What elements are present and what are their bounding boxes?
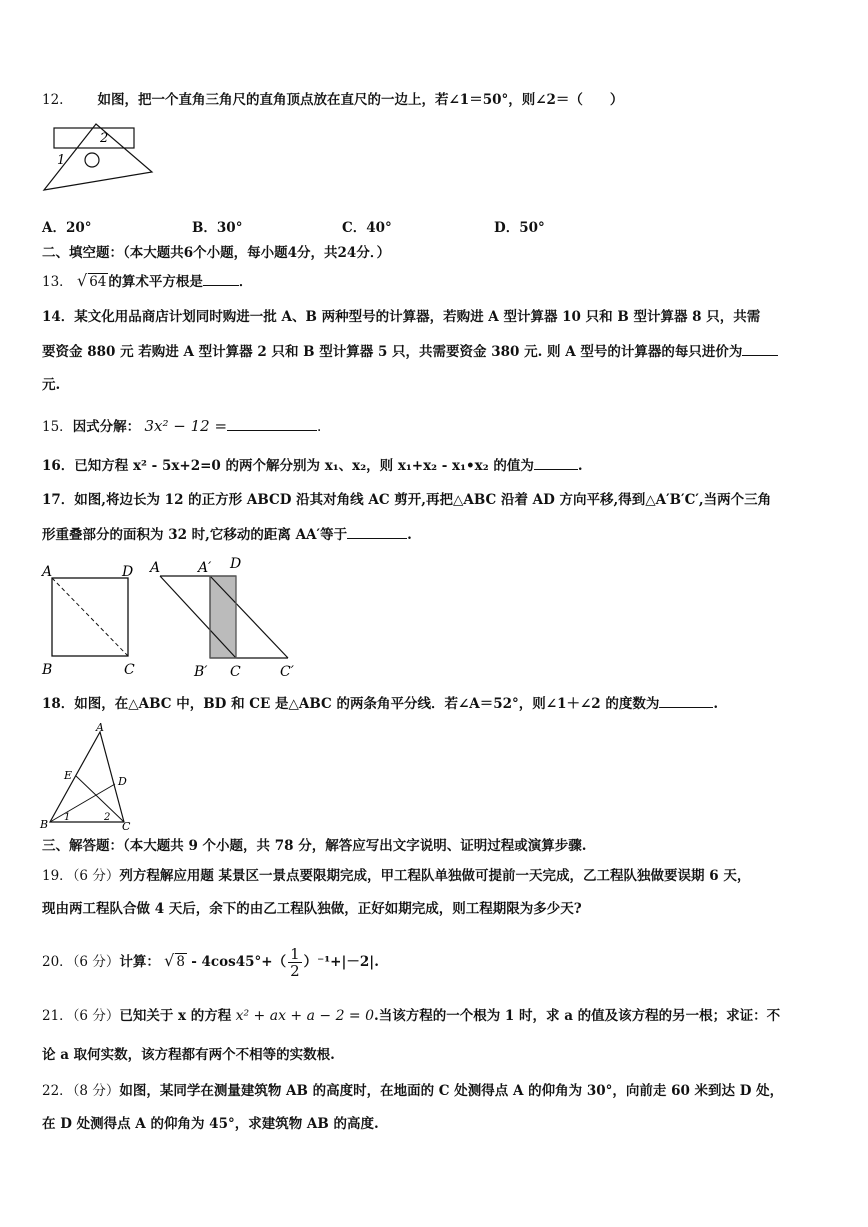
q12-stem: [42, 90, 623, 110]
q13-radicand: 64: [89, 274, 107, 290]
q18-label-c: C: [122, 820, 131, 833]
q14-line2: [42, 341, 778, 362]
q20-number: 20．: [42, 954, 73, 970]
q20-frac-denominator: 2: [290, 962, 300, 980]
q18-label-b: B: [40, 818, 49, 831]
q18-end: .: [713, 696, 719, 712]
q13-stem: [42, 271, 252, 292]
q19-number: 19．: [42, 868, 73, 884]
q20-fraction: [288, 946, 302, 979]
sqrt-symbol: √: [76, 271, 88, 290]
q13-answer-blank[interactable]: [203, 271, 239, 286]
q17-figure-translated: [148, 556, 308, 681]
q21-line2: 论 a 取何实数，该方程都有两个不相等的实数根.: [42, 1047, 335, 1063]
q17-fig2-label-aprime: A′: [198, 560, 212, 576]
q17-fig2-label-d: D: [230, 556, 242, 572]
q22-score: （8 分）: [72, 1083, 120, 1099]
q17-fig1-label-c: C: [124, 662, 135, 678]
q20-tail: ）⁻¹+|－2|.: [303, 954, 379, 970]
q18-answer-blank[interactable]: [659, 693, 713, 708]
q19-line1: [42, 866, 750, 886]
q17-fig2-label-a: A: [150, 560, 161, 576]
q20-mid: - 4cos45°+（: [191, 954, 287, 970]
q16-text: 16．已知方程 x² - 5x+2=0 的两个解分别为 x₁、x₂，则 x₁+x₂ - x₁•x₂ 的值为: [42, 458, 534, 474]
section2-heading: 二、填空题：（本大题共6个小题，每小题4分，共24分．）: [42, 245, 391, 261]
q20-stem: [42, 946, 379, 979]
q12-number: 12.: [42, 92, 64, 108]
q20-score: （6 分）: [72, 954, 120, 970]
q14-line2-text: 要资金 880 元 若购进 A 型计算器 2 只和 B 型计算器 5 只，共需要资金 380 元. 则 A 型号的计算器的每只进价为: [42, 344, 743, 360]
q12-angle1-label: 1: [57, 153, 66, 168]
q21-pre: 已知关于 x 的方程: [119, 1008, 232, 1024]
q16-answer-blank[interactable]: [534, 455, 578, 470]
q12-text: 如图，把一个直角三角尺的直角顶点放在直尺的一边上，若∠1＝50°，则∠2＝（ ）: [97, 92, 624, 108]
q20-radicand: 8: [176, 954, 185, 970]
q22-line2: 在 D 处测得点 A 的仰角为 45°，求建筑物 AB 的高度.: [42, 1116, 379, 1132]
q17-line2-text: 形重叠部分的面积为 32 时,它移动的距离 AA′等于: [42, 527, 348, 543]
q21-line1: [42, 1006, 780, 1026]
q18-label-e: E: [64, 769, 73, 782]
q16-end: .: [577, 458, 583, 474]
q18-stem: [42, 693, 718, 714]
q15-end: .: [317, 419, 322, 435]
q21-score: （6 分）: [72, 1008, 120, 1024]
q13-number: 13．: [42, 274, 73, 290]
q18-figure-triangle: [38, 722, 138, 832]
q17-fig1-label-b: B: [42, 662, 53, 678]
section3-heading: 三、解答题：（本大题共 9 个小题，共 78 分，解答应写出文字说明、证明过程或演算步骤.: [42, 838, 587, 854]
q15-stem: [42, 416, 321, 437]
q17-fig2-label-bprime: B′: [194, 664, 208, 680]
q21-number: 21．: [42, 1008, 73, 1024]
q12-option-b[interactable]: B．30°: [192, 220, 243, 236]
q17-fig2-label-cprime: C′: [280, 664, 294, 680]
q14-line3: 元.: [42, 377, 61, 393]
q17-fig1-label-a: A: [42, 564, 53, 580]
sqrt-symbol: √: [164, 951, 175, 970]
q12-option-d[interactable]: D．50°: [494, 220, 545, 236]
q17-fig2-label-c: C: [230, 664, 241, 680]
q17-fig1-label-d: D: [122, 564, 134, 580]
q18-label-a: A: [96, 721, 104, 734]
q19-line1-text: 列方程解应用题 某景区一景点要限期完成，甲工程队单独做可提前一天完成，乙工程队独做要误期 6 天，: [119, 868, 751, 884]
q20-frac-numerator: 1: [290, 945, 300, 963]
q21-post: .当该方程的一个根为 1 时，求 a 的值及该方程的另一根；求证：不: [374, 1008, 781, 1024]
q18-angle1-label: 1: [64, 812, 71, 823]
q12-figure: [40, 122, 160, 192]
q19-line2: 现由两工程队合做 4 天后，余下的由乙工程队独做，正好如期完成，则工程期限为多少天?: [42, 901, 582, 917]
q22-line1: [42, 1081, 783, 1101]
q14-answer-blank[interactable]: [742, 341, 778, 356]
q15-text: 因式分解：: [72, 419, 141, 435]
q17-line1: 17．如图,将边长为 12 的正方形 ABCD 沿其对角线 AC 剪开,再把△ABC 沿着 AD 方向平移,得到△A′B′C′,当两个三角: [42, 492, 772, 508]
q18-angle2-label: 2: [104, 812, 111, 823]
q12-option-c[interactable]: C．40°: [342, 220, 392, 236]
q14-line1: 14．某文化用品商店计划同时购进一批 A、B 两种型号的计算器，若购进 A 型计算器 10 只和 B 型计算器 8 只，共需: [42, 309, 761, 325]
q22-number: 22．: [42, 1083, 73, 1099]
q13-text: 的算术平方根是: [108, 274, 203, 290]
q15-answer-blank[interactable]: [227, 416, 317, 431]
q17-line2: [42, 524, 412, 545]
q19-score: （6 分）: [72, 868, 120, 884]
q17-answer-blank[interactable]: [347, 524, 407, 539]
q17-figure-square: [40, 560, 150, 680]
q20-text: 计算：: [119, 954, 160, 970]
q16-stem: [42, 455, 583, 476]
q18-text: 18．如图，在△ABC 中，BD 和 CE 是△ABC 的两条角平分线．若∠A＝52°，则∠1＋∠2 的度数为: [42, 696, 660, 712]
q15-number: 15．: [42, 419, 73, 435]
q22-line1-text: 如图，某同学在测量建筑物 AB 的高度时，在地面的 C 处测得点 A 的仰角为 30°，向前走 60 米到达 D 处，: [119, 1083, 784, 1099]
q13-end: ．: [238, 274, 253, 290]
q12-angle2-label: 2: [100, 131, 109, 146]
q12-option-a[interactable]: A．20°: [42, 220, 92, 236]
q21-expression: x² + ax + a − 2 = 0: [235, 1008, 375, 1024]
q18-label-d: D: [118, 775, 127, 788]
q15-expression: 3x² − 12 =: [144, 417, 228, 435]
q17-end: .: [407, 527, 412, 543]
